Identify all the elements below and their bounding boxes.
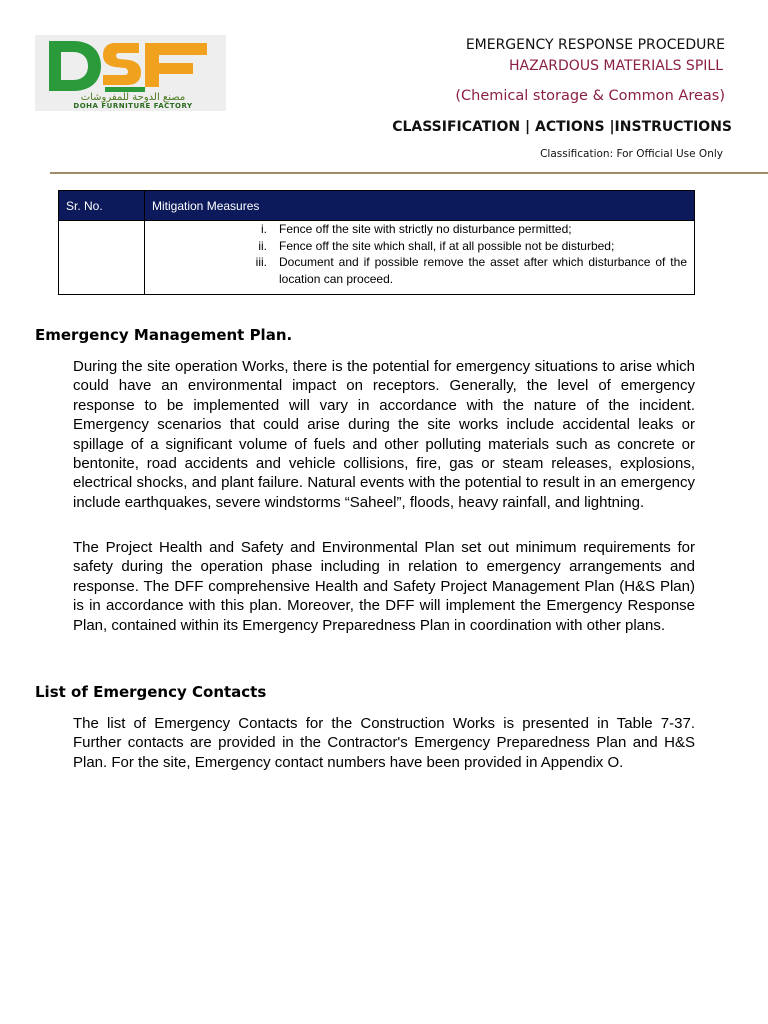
list-item (145, 238, 687, 255)
mitigation-table (58, 190, 695, 295)
table-header-sr-no: Sr. No. (59, 191, 145, 221)
logo-english-text: DOHA FURNITURE FACTORY (73, 102, 193, 110)
document-scope: (Chemical storage & Common Areas) (455, 88, 725, 104)
document-sections: CLASSIFICATION | ACTIONS |INSTRUCTIONS (392, 119, 732, 135)
table-header-row (59, 191, 695, 221)
table-cell-measures (145, 221, 695, 295)
classification-label: Classification: For Official Use Only (540, 148, 723, 160)
company-logo (35, 35, 226, 111)
table-header-measures: Mitigation Measures (145, 191, 695, 221)
section-heading-emergency-contacts: List of Emergency Contacts (35, 683, 267, 701)
section-heading-emergency-management: Emergency Management Plan. (35, 326, 293, 344)
list-item-number: i. (261, 222, 267, 236)
list-item (145, 254, 687, 287)
paragraph-emergency-contacts: The list of Emergency Contacts for the Construction Works is presented in Table 7-37. Further contacts are provided in the Contractor's Emergency Preparedness Plan and H&S Plan. For the site, Emergency contact numbers have been provided in Appendix O. (73, 715, 695, 771)
list-item-number: iii. (255, 255, 267, 269)
list-item (145, 221, 687, 238)
list-item-text: Fence off the site with strictly no disturbance permitted; (279, 222, 572, 236)
dff-logo-mark (43, 37, 219, 95)
list-item-number: ii. (258, 238, 267, 253)
list-item-text: Document and if possible remove the asset after which disturbance of the location can proceed. (279, 255, 687, 286)
logo-arabic-text: مصنع الدوحة للمفروشات (80, 92, 186, 103)
paragraph-emergency-scenarios: During the site operation Works, there is the potential for emergency situations to arise which could have an environmental impact on receptors. Generally, the level of emergency response to be implemented will vary in accordance with the nature of the incident. Emergency scenarios that could arise during the site works include accidental leaks or spillage of a significant volume of fuels and other polluting materials such as concrete or bentonite, road accidents and vehicle collisions, fire, gas or steam releases, explosions, electrical shocks, and plant failure. Natural events with the potential to result in an emergency include earthquakes, severe windstorms “Saheel”, floods, heavy rainfall, and lightning. (73, 358, 695, 511)
document-title: EMERGENCY RESPONSE PROCEDURE (465, 37, 725, 53)
list-item-text: Fence off the site which shall, if at all possible not be disturbed; (279, 238, 615, 253)
measures-list (145, 221, 694, 287)
document-subtitle: HAZARDOUS MATERIALS SPILL (509, 58, 723, 74)
table-row (59, 221, 695, 295)
paragraph-hs-plan: The Project Health and Safety and Environmental Plan set out minimum requirements for safety during the operation phase including in relation to emergency arrangements and response. The DFF comprehensive Health and Safety Project Management Plan (H&S Plan) is in accordance with this plan. Moreover, the DFF will implement the Emergency Response Plan, contained within its Emergency Preparedness Plan in coordination with other plans. (73, 539, 695, 634)
header-divider (50, 172, 768, 174)
table-cell-sr-no (59, 221, 145, 295)
